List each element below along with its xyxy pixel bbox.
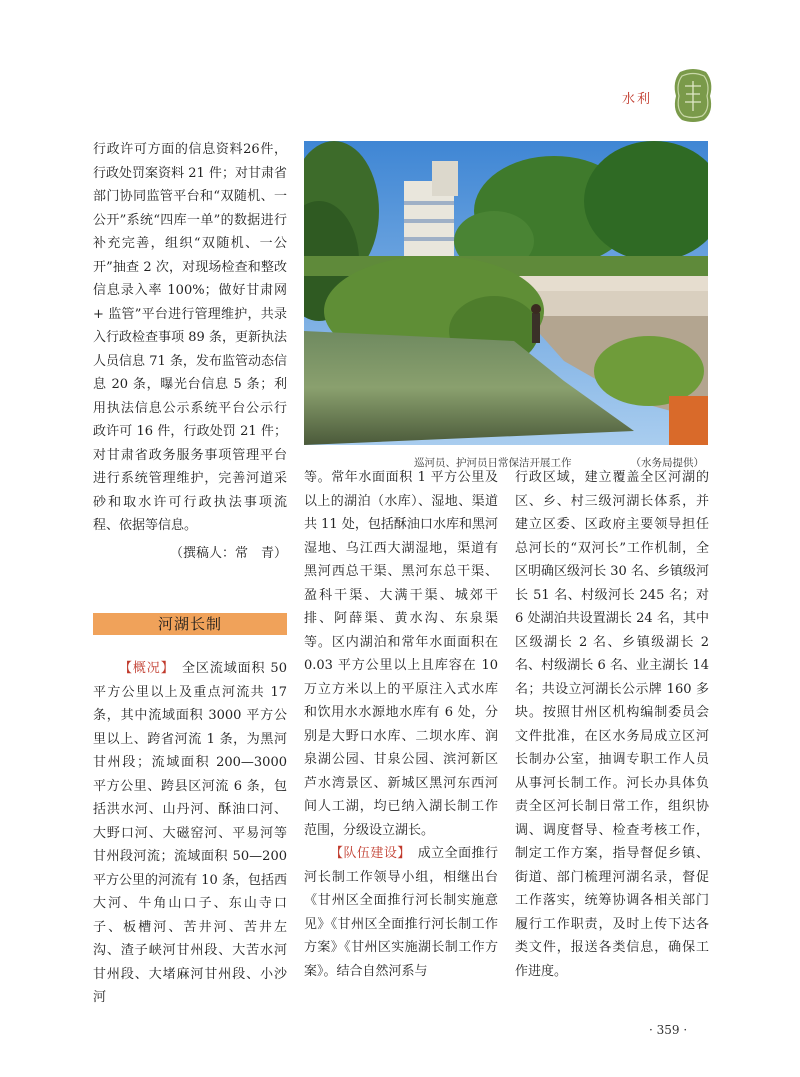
overview-tag: 【概况】 (119, 661, 169, 676)
body-paragraph: 等。常年水面面积 1 平方公里及以上的湖泊（水库）、湿地、渠道共 11 处，包括酥油口水库和黑河湿地、乌江西大湖湿地，渠道有黑河西总干渠、黑河东总干渠、盈科干渠、大满干渠、城郊干排、阿薛渠、黄水沟、东泉渠等。区内湖泊和常年水面面积在 0.03 平方公里以上且库容在 10 万立方米以上的平原注入式水库和饮用水水源地水库有 6 处，分别是大野口水库、二坝水库、润泉湖公园、甘泉公园、滨河新区芦水湾景区、新城区黑河东西河间人工湖，均已纳入湖长制工作范围，分级设立湖长。 (304, 470, 498, 838)
column-right (515, 466, 709, 983)
body-paragraph: 行政区域，建立覆盖全区河湖的区、乡、村三级河湖长体系，并建立区委、区政府主要领导担任总河长的“双河长”工作机制，全区明确区级河长 30 名、乡镇级河长 51 名、村级河长 245 名；对 6 处湖泊共设置湖长 24 名，其中区级湖长 2 名、乡镇级湖长 2 名、村级湖长 6 名、业主湖长 14 名；共设立河湖长公示牌 160 多块。按照甘州区机构编制委员会文件批准，在区水务局成立区河长制办公室，抽调专职工作人员从事河长制工作。河长办具体负责全区河长制日常工作，组织协调、调度督导、检查考核工作，制定工作方案，指导督促乡镇、街道、部门梳理河湖名录，督促工作落实，统筹协调各相关部门履行工作职责，及时上传下达各类文件，报送各类信息，确保工作进度。 (515, 470, 709, 979)
body-paragraph: 行政许可方面的信息资料26件，行政处罚案资料 21 件；对甘肃省部门协同监管平台和“双随机、一公开”系统“四库一单”的数据进行补充完善，组织“双随机、一公开”抽查 2 次，对现场检查和整改信息录入率 100%；做好甘肃网 + 监管”平台进行管理维护，共录入行政检查事项 89 条，更新执法人员信息 71 条，发布监管动态信息 20 条，曝光台信息 5 条；利用执法信息公示系统平台公示行政许可 16 件，行政处罚 21 件；对甘肃省政务服务事项管理平台进行系统管理维护，完善河道采砂和取水许可行政执法事项流程、依据等信息。 (93, 142, 287, 533)
team-building-paragraph (304, 842, 498, 983)
column-left (93, 138, 287, 565)
caption-credit: （水务局提供） (630, 457, 704, 469)
overview-block (93, 657, 287, 1010)
caption-text: 巡河员、护河员日常保洁开展工作 (414, 457, 572, 469)
team-building-text: 成立全面推行河长制工作领导小组，相继出台《甘州区全面推行河长制实施意见》《甘州区全面推行河长制工作方案》《甘州区实施湖长制工作方案》。结合自然河系与 (304, 846, 498, 979)
column-middle (304, 466, 498, 983)
river-photo (304, 141, 708, 445)
author-credit: （撰稿人：常 青） (169, 545, 287, 561)
seal-logo-icon (672, 66, 714, 124)
page-number: · 359 · (649, 1023, 688, 1037)
overview-paragraph (93, 657, 287, 1010)
section-label: 水利 (622, 92, 653, 107)
overview-text: 全区流域面积 50 平方公里以上及重点河流共 17 条，其中流域面积 3000 平方公里以上、跨省河流 1 条，为黑河甘州段；流域面积 200—3000 平方公里、跨县区河流 6 条，包括洪水河、山丹河、酥油口河、大野口河、大磁窑河、平易河等甘州段河流；流域面积 50—200 平方公里的河流有 10 条，包括西大河、牛角山口子、东山寺口子、板槽河、苦井河、苦井左沟、渣子峡河甘州段、大苦水河甘州段、大堵麻河甘州段、小沙河 (93, 661, 287, 1005)
team-building-tag: 【队伍建设】 (330, 846, 405, 861)
section-title: 河湖长制 (157, 615, 222, 633)
section-heading-bar (93, 613, 287, 635)
